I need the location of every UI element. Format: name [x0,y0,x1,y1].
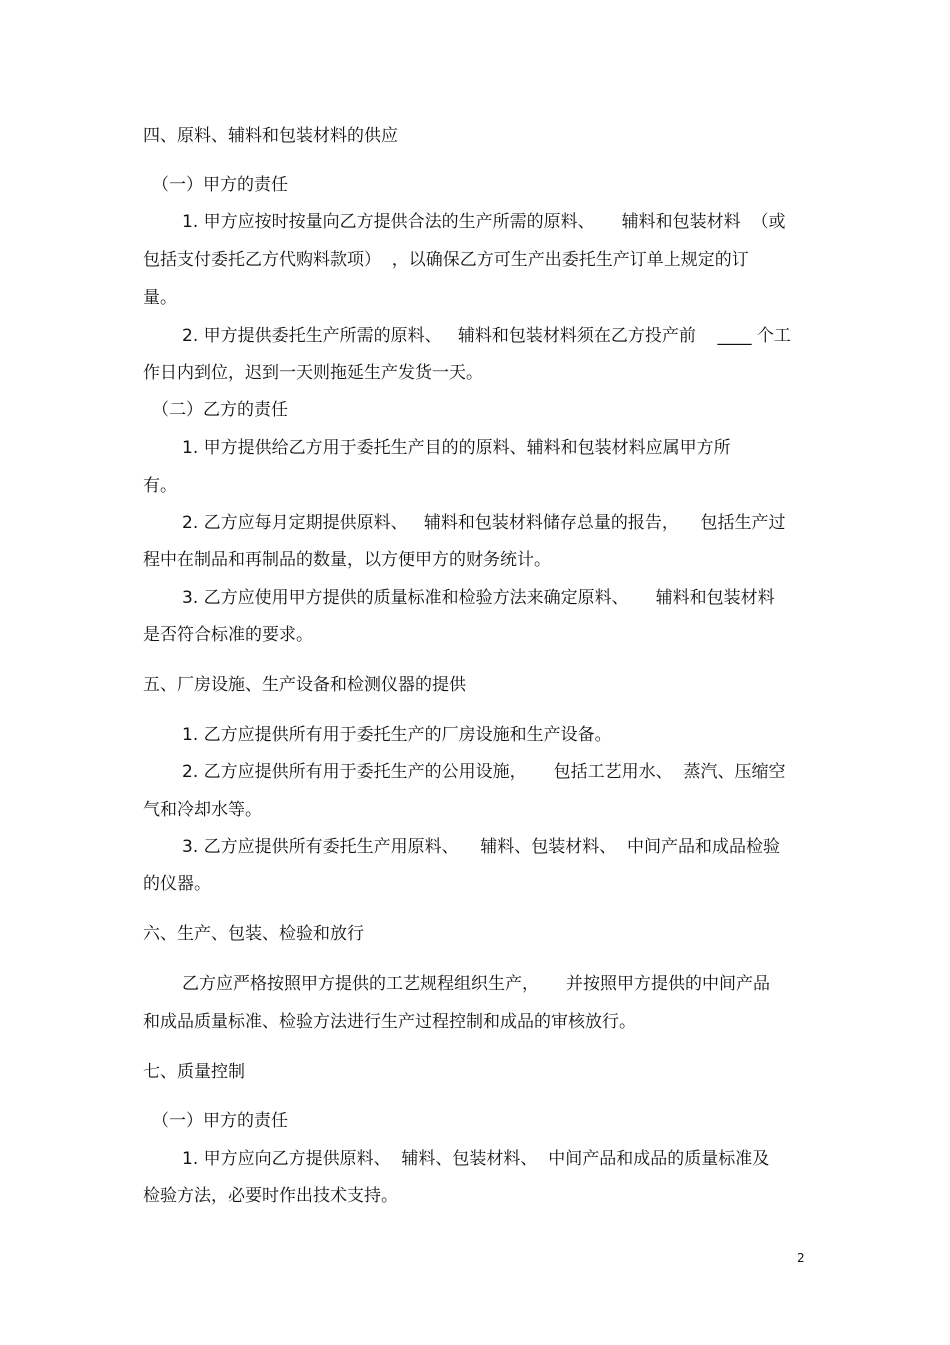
subsection-heading-party-a: （一）甲方的责任 [152,175,288,195]
section-heading-5: 五、厂房设施、生产设备和检测仪器的提供 [143,675,466,695]
section-heading-4: 四、原料、辅料和包装材料的供应 [143,126,398,146]
paragraph-line: 量。 [143,288,177,308]
paragraph-line: 包括支付委托乙方代购料款项） ，以确保乙方可生产出委托生产订单上规定的订 [143,250,749,270]
section-heading-6: 六、生产、包装、检验和放行 [143,924,364,944]
paragraph-line: 是否符合标准的要求。 [143,625,313,645]
paragraph-line: 和成品质量标准、检验方法进行生产过程控制和成品的审核放行。 [143,1012,636,1032]
paragraph-line: 作日内到位，迟到一天则拖延生产发货一天。 [143,363,483,383]
paragraph-line: 2. 乙方应提供所有用于委托生产的公用设施， 包括工艺用水、 蒸汽、压缩空 [182,762,786,782]
paragraph-line: 2. 乙方应每月定期提供原料、 辅料和包装材料储存总量的报告， 包括生产过 [182,513,786,533]
paragraph-line: 1. 甲方提供给乙方用于委托生产目的的原料、辅料和包装材料应属甲方所 [182,438,731,458]
paragraph-line: 气和冷却水等。 [143,800,262,820]
section-heading-7: 七、质量控制 [143,1062,245,1082]
paragraph-line: 2. 甲方提供委托生产所需的原料、 辅料和包装材料须在乙方投产前 ____ 个工 [182,326,791,346]
paragraph-line: 1. 甲方应按时按量向乙方提供合法的生产所需的原料、 辅料和包装材料 （或 [182,212,786,232]
page-number: 2 [797,1251,805,1265]
paragraph-line: 的仪器。 [143,874,211,894]
paragraph-line: 3. 乙方应使用甲方提供的质量标准和检验方法来确定原料、 辅料和包装材料 [182,588,775,608]
paragraph-line: 3. 乙方应提供所有委托生产用原料、 辅料、包装材料、 中间产品和成品检验 [182,837,781,857]
subsection-heading-party-b: （二）乙方的责任 [152,400,288,420]
paragraph-line: 1. 甲方应向乙方提供原料、 辅料、包装材料、 中间产品和成品的质量标准及 [182,1149,770,1169]
paragraph-line: 1. 乙方应提供所有用于委托生产的厂房设施和生产设备。 [182,725,612,745]
paragraph-line: 检验方法，必要时作出技术支持。 [143,1186,398,1206]
paragraph-line: 有。 [143,476,177,496]
subsection-heading-party-a: （一）甲方的责任 [152,1111,288,1131]
paragraph-line: 程中在制品和再制品的数量，以方便甲方的财务统计。 [143,550,551,570]
paragraph-line: 乙方应严格按照甲方提供的工艺规程组织生产， 并按照甲方提供的中间产品 [182,974,771,994]
